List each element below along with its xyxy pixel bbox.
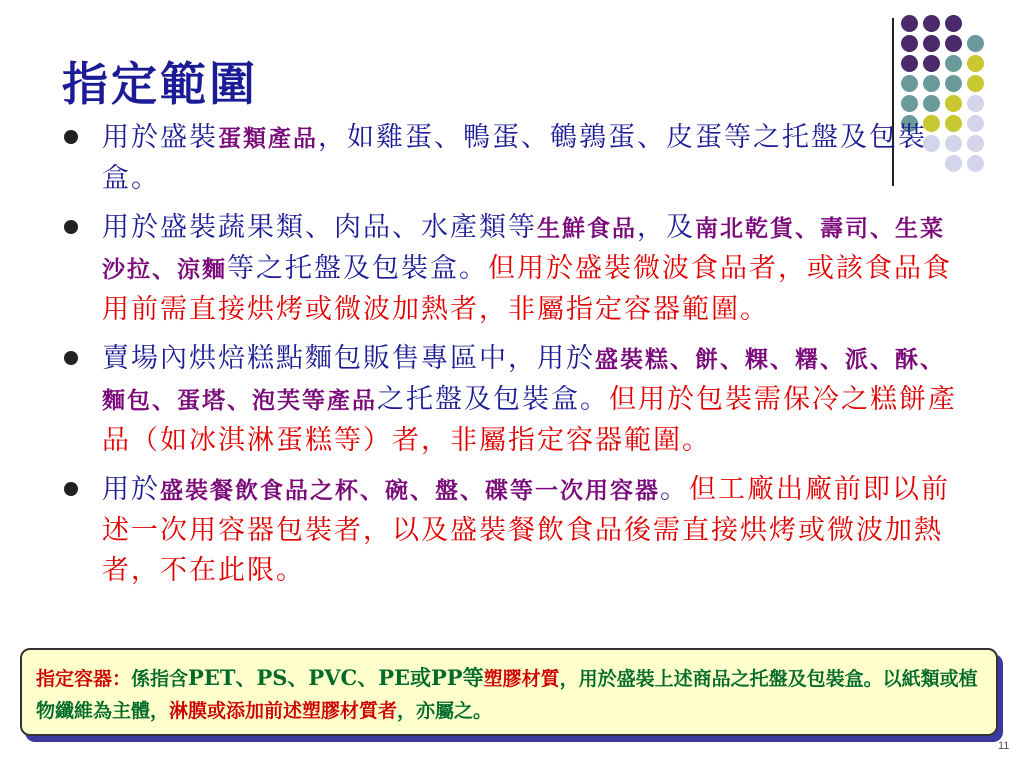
page-number: 11 — [998, 740, 1010, 752]
decorative-dot — [945, 35, 962, 52]
bullet-text-segment: 但用於盛裝微波食品者，或該食品食用前需直接烘烤或微波加熱者，非屬指定容器範圍。 — [102, 253, 952, 325]
decorative-dot — [923, 35, 940, 52]
bullet-text-segment: 用於盛裝 — [102, 122, 218, 153]
note-text-segment: 指定容器： — [36, 668, 132, 690]
decorative-dot — [923, 75, 940, 92]
decorative-dot — [901, 75, 918, 92]
bullet-item — [62, 470, 967, 591]
decorative-dot — [901, 15, 918, 32]
bullet-text-segment: 南北乾貨、壽司、生菜沙拉、涼麵 — [102, 215, 945, 283]
note-text-segment: PET、PS、PVC、PE或PP等 — [188, 665, 484, 690]
note-text-segment: 塑膠材質 — [483, 668, 560, 690]
bullet-text — [102, 470, 967, 591]
bullet-text-segment: 盛裝餐飲食品之杯、碗、盤、碟等一次用容器 — [160, 477, 660, 504]
bullet-item — [62, 208, 967, 330]
decorative-dot — [967, 35, 984, 52]
bullet-text-segment: ，及 — [637, 212, 695, 243]
bullet-item — [62, 118, 967, 199]
decorative-dot — [923, 55, 940, 72]
note-text-segment: ，亦屬之。 — [397, 700, 493, 722]
bullet-text-segment: 之托盤及包裝盒。 — [377, 384, 609, 415]
decorative-dot — [967, 75, 984, 92]
note-text-segment: 淋膜或添加前述塑膠材質者 — [169, 700, 398, 722]
bullet-text — [102, 118, 967, 199]
decorative-dot — [967, 115, 984, 132]
bullet-text-segment: 用於盛裝蔬果類、肉品、水產類等 — [102, 212, 537, 243]
bullet-text-segment: 盛裝糕、餅、粿、糬、派、酥、麵包、蛋塔、泡芙等產品 — [102, 346, 945, 414]
note-text-segment: ，用於盛裝上述商品之托盤及包裝盒。以紙類或植物纖維為主體， — [36, 668, 978, 722]
note-box — [20, 648, 998, 736]
decorative-dot — [901, 35, 918, 52]
decorative-dot — [967, 155, 984, 172]
decorative-dot — [945, 15, 962, 32]
bullet-item — [62, 339, 967, 461]
bullet-text-segment: 賣場內烘焙糕點麵包販售專區中，用於 — [102, 343, 595, 374]
bullet-text — [102, 208, 967, 330]
note-text-segment: 係指含 — [131, 668, 189, 690]
bullet-text-segment: 蛋類產品 — [218, 125, 318, 152]
bullet-dot-icon — [64, 220, 78, 234]
bullet-text-segment: 但工廠出廠前即以前述一次用容器包裝者，以及盛裝餐飲食品後需直接烘烤或微波加熱者，不在此限。 — [102, 474, 950, 586]
bullet-dot-icon — [64, 482, 78, 496]
bullet-text-segment: 。 — [660, 474, 689, 505]
bullet-dot-icon — [64, 130, 78, 144]
decorative-dot — [901, 55, 918, 72]
decorative-dot — [923, 95, 940, 112]
decorative-dot — [901, 95, 918, 112]
bullet-text-segment: 但用於包裝需保冷之糕餅產品（如冰淇淋蛋糕等）者，非屬指定容器範圍。 — [102, 384, 957, 456]
decorative-dot — [923, 15, 940, 32]
bullet-text-segment: 等之托盤及包裝盒。 — [227, 253, 488, 284]
decorative-dot — [967, 95, 984, 112]
decorative-dot — [945, 55, 962, 72]
page-title: 指定範圍 — [62, 57, 258, 111]
bullet-dot-icon — [64, 351, 78, 365]
bullet-text-segment: 生鮮食品 — [537, 215, 637, 242]
decorative-dot — [945, 95, 962, 112]
decorative-dot — [945, 75, 962, 92]
decorative-dot — [967, 55, 984, 72]
bullet-text-segment: 用於 — [102, 474, 160, 505]
bullet-list — [62, 118, 967, 600]
bullet-text — [102, 339, 967, 461]
decorative-dot — [967, 135, 984, 152]
bullet-text-segment: ，如雞蛋、鴨蛋、鵪鶉蛋、皮蛋等之托盤及包裝盒。 — [102, 122, 927, 194]
